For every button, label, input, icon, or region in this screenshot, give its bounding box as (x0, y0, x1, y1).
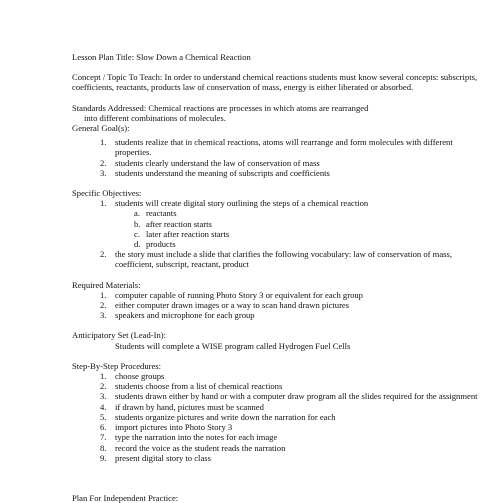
list-item: 9. present digital story to class (100, 452, 211, 463)
procedures-heading: Step-By-Step Procedures: (72, 360, 162, 371)
required-materials-list (72, 290, 482, 321)
list-item: 3. students drawn either by hand or with a computer draw program all the slides required for the assignment (100, 391, 478, 402)
list-item: 2. students clearly understand the law of conservation of mass (100, 157, 320, 168)
concept-paragraph: Concept / Topic To Teach: In order to understand chemical reactions students must know several concepts: subscripts, coefficients, reactants, products law of conservation of mass, energy is either liberated or absorbed. (72, 72, 478, 93)
specific-objectives-list (72, 198, 482, 269)
list-item: 2. either computer drawn images or a way to scan hand drawn pictures (100, 300, 350, 311)
sub-list-item: b. after reaction starts (134, 218, 212, 229)
independent-practice-heading: Plan For Independent Practice: (72, 492, 179, 503)
list-item: 5. students organize pictures and write down the narration for each (100, 411, 336, 422)
anticipatory-set-text: Students will complete a WISE program called Hydrogen Fuel Cells (115, 340, 351, 351)
document-page (72, 52, 482, 503)
sub-list-item: d. products (134, 239, 176, 250)
list-item: 7. type the narration into the notes for each image (100, 432, 278, 443)
sub-list-item: c. later after reaction starts (134, 228, 230, 239)
list-item: 2. the story must include a slide that clarifies the following vocabulary: law of conservation of mass, coefficient, subscript, reactant, product (100, 249, 452, 270)
lesson-title: Lesson Plan Title: Slow Down a Chemical Reaction (72, 52, 251, 62)
general-goals-list (72, 137, 482, 178)
standards-line-2: into different combinations of molecules. (84, 112, 226, 123)
list-item: 2. students choose from a list of chemical reactions (100, 381, 283, 392)
sub-list-item: a. reactants (134, 208, 177, 219)
general-goals-heading: General Goal(s): (72, 123, 130, 134)
list-item: 3. speakers and microphone for each group (100, 310, 255, 321)
list-item: 8. record the voice as the student reads the narration (100, 442, 286, 453)
list-item: 1. students will create digital story outlining the steps of a chemical reaction (100, 198, 369, 209)
required-materials-heading: Required Materials: (72, 279, 141, 290)
list-item: 6. import pictures into Photo Story 3 (100, 422, 233, 433)
list-item: 3. students understand the meaning of subscripts and coefficients (100, 167, 330, 178)
anticipatory-set-heading: Anticipatory Set (Lead-In): (72, 330, 167, 341)
list-item: 1. choose groups (100, 371, 165, 382)
list-item: 4. if drawn by hand, pictures must be scanned (100, 401, 264, 412)
list-item: 1. students realize that in chemical reactions, atoms will rearrange and form molecules with different properties. (100, 137, 453, 158)
list-item: 1. computer capable of running Photo Story 3 or equivalent for each group (100, 289, 363, 300)
standards-line-1: Standards Addressed: Chemical reactions are processes in which atoms are rearranged (72, 102, 369, 113)
specific-objectives-heading: Specific Objectives: (72, 188, 142, 199)
procedures-list (72, 371, 482, 463)
